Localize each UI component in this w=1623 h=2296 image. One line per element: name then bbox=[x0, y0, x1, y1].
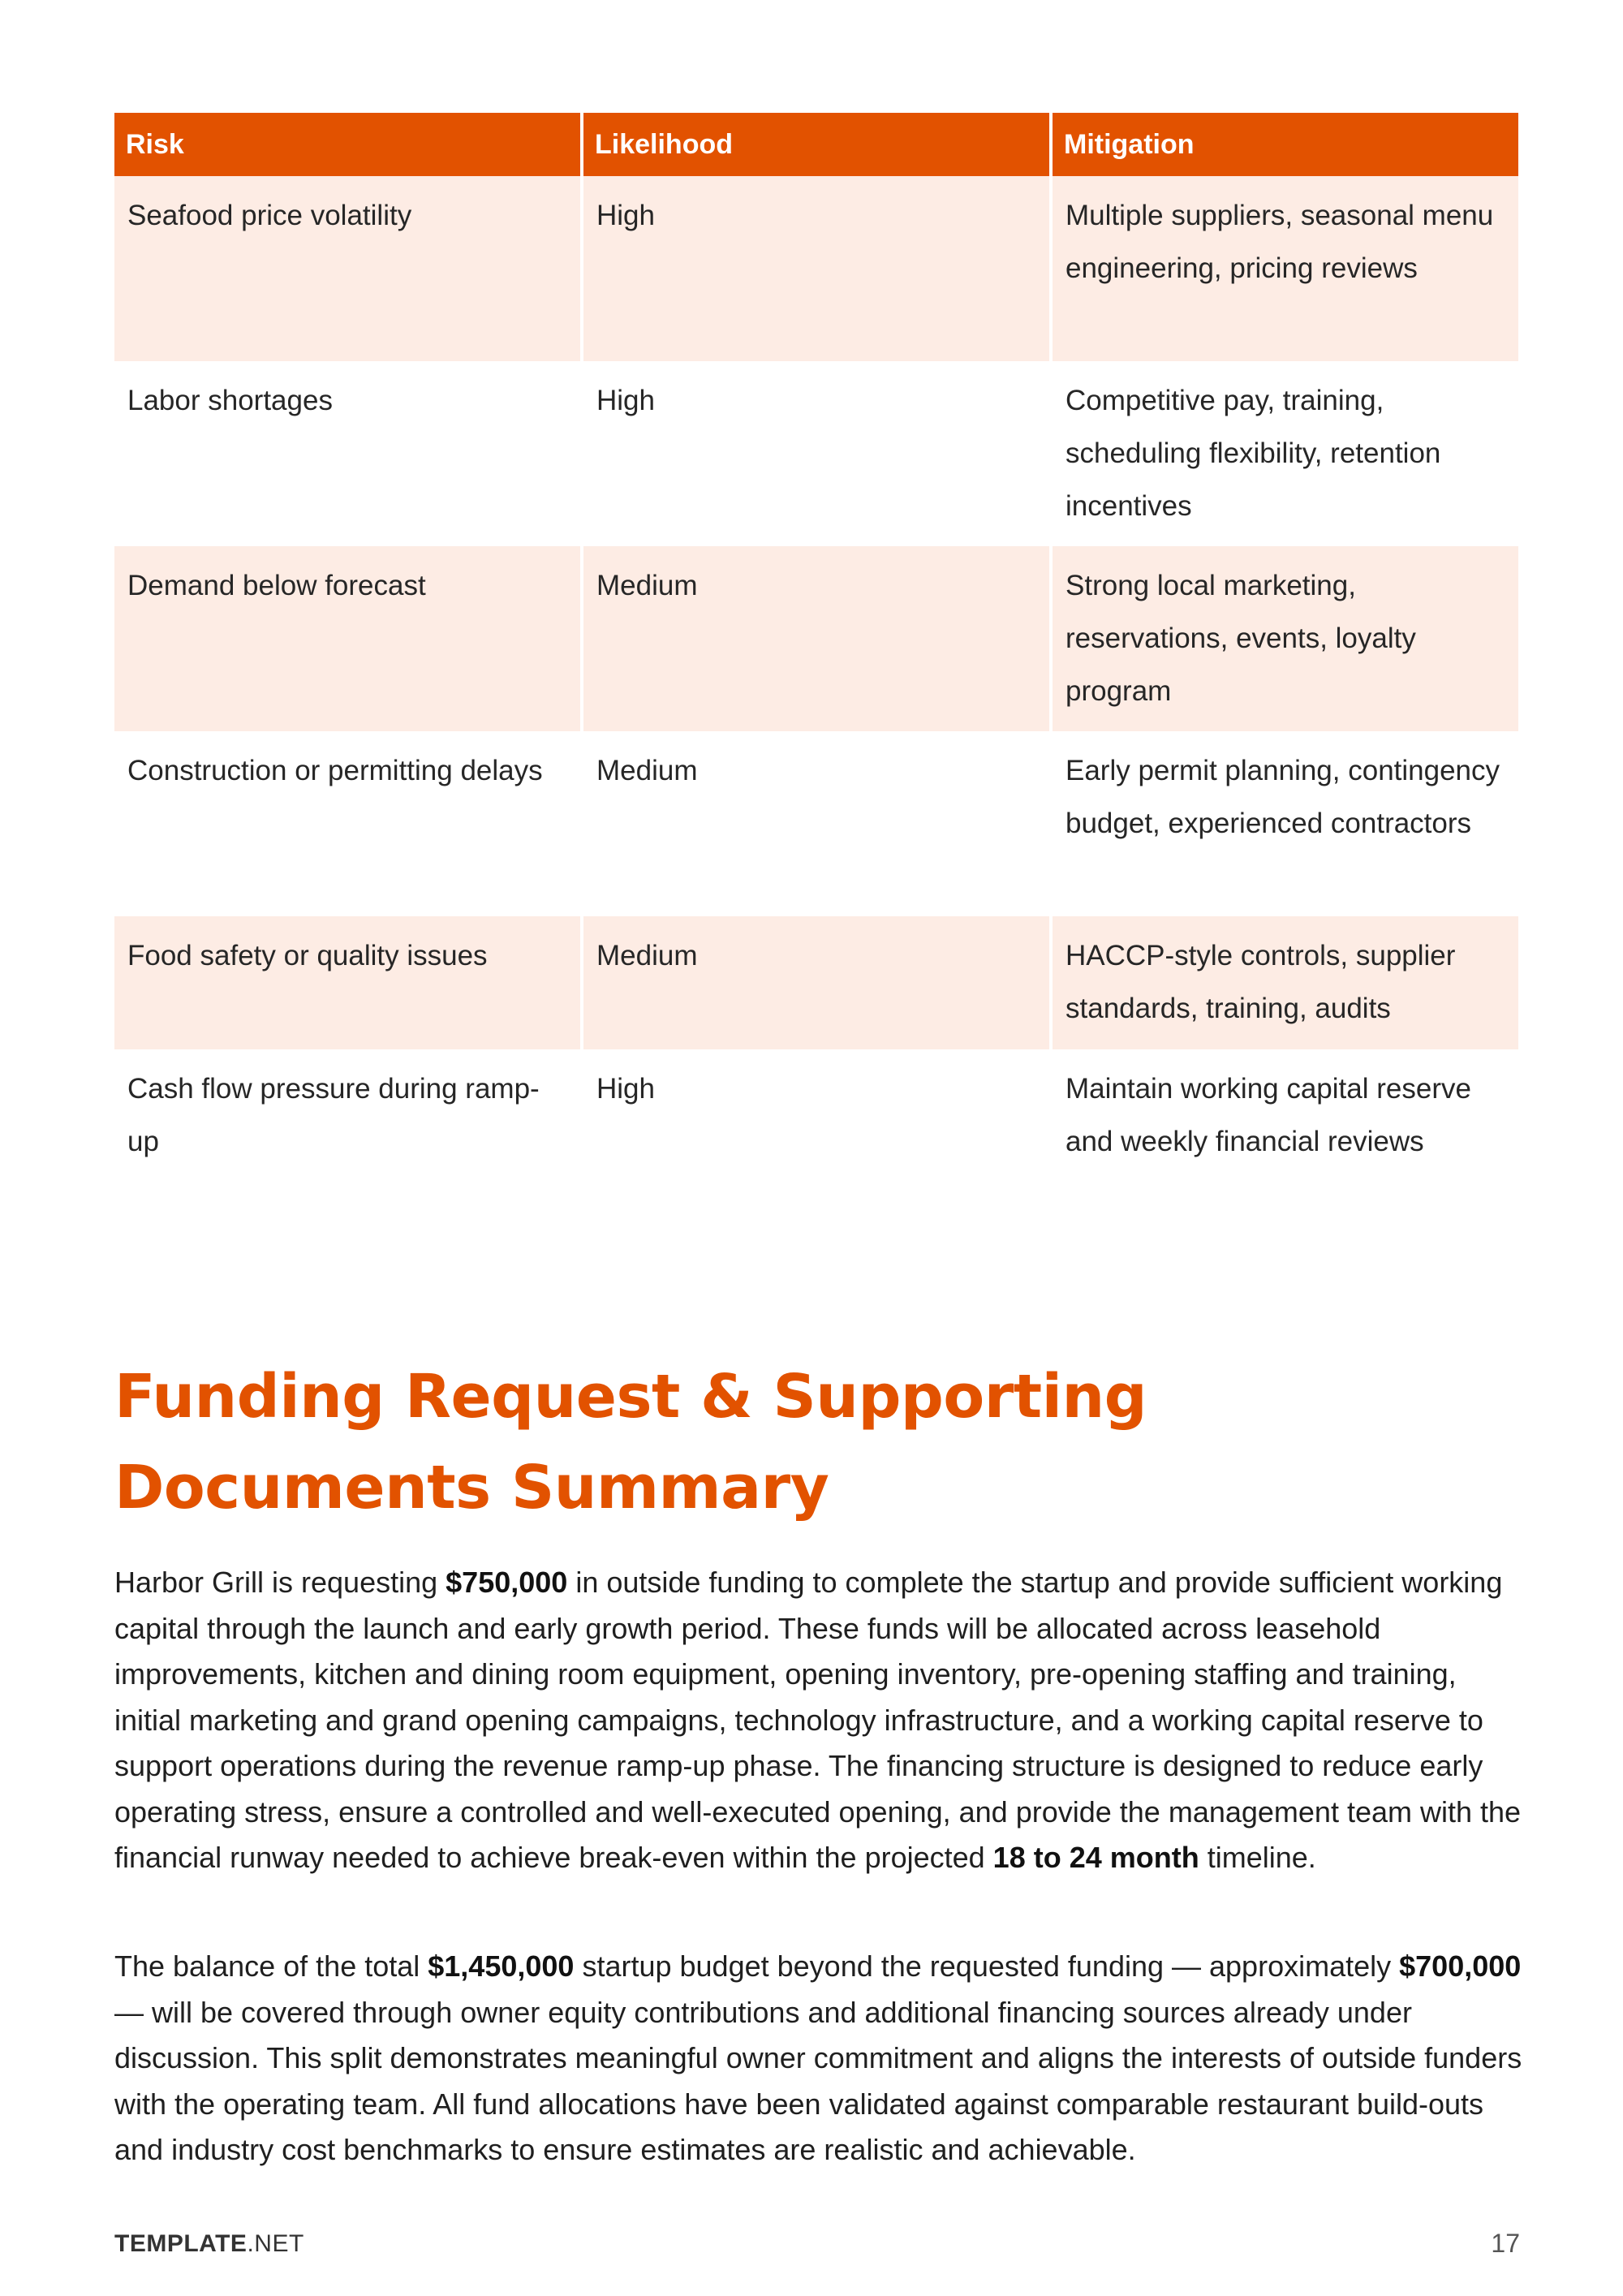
risk-table bbox=[111, 113, 1522, 1234]
cell-mitigation: Early permit planning, contingency budget, experienced contractors bbox=[1053, 731, 1518, 916]
bold-total: $1,450,000 bbox=[428, 1949, 575, 1983]
cell-mitigation: Maintain working capital reserve and weekly financial reviews bbox=[1053, 1049, 1518, 1234]
header-likelihood: Likelihood bbox=[583, 113, 1049, 176]
brand-rest: .NET bbox=[247, 2230, 304, 2257]
cell-risk: Cash flow pressure during ramp-up bbox=[114, 1049, 580, 1234]
cell-risk: Labor shortages bbox=[114, 361, 580, 546]
bold-balance: $700,000 bbox=[1399, 1949, 1522, 1983]
brand-bold: TEMPLATE bbox=[114, 2230, 248, 2257]
table-row bbox=[114, 176, 1518, 361]
table-row bbox=[114, 546, 1518, 731]
table-row bbox=[114, 361, 1518, 546]
footer-brand-logo bbox=[114, 2230, 304, 2258]
cell-mitigation: Multiple suppliers, seasonal menu engineering, pricing reviews bbox=[1053, 176, 1518, 361]
header-mitigation: Mitigation bbox=[1053, 113, 1518, 176]
cell-risk: Food safety or quality issues bbox=[114, 916, 580, 1049]
cell-likelihood: High bbox=[583, 361, 1049, 546]
bold-amount: $750,000 bbox=[446, 1566, 568, 1599]
cell-risk: Construction or permitting delays bbox=[114, 731, 580, 916]
cell-risk: Demand below forecast bbox=[114, 546, 580, 731]
cell-mitigation: Strong local marketing, reservations, events, loyalty program bbox=[1053, 546, 1518, 731]
table-row bbox=[114, 916, 1518, 1049]
table-header-row bbox=[114, 113, 1518, 176]
table-row bbox=[114, 1049, 1518, 1234]
text-run: timeline. bbox=[1199, 1841, 1316, 1874]
cell-likelihood: Medium bbox=[583, 916, 1049, 1049]
cell-likelihood: Medium bbox=[583, 546, 1049, 731]
table-row bbox=[114, 731, 1518, 916]
section-title: Funding Request & Supporting Documents Summary bbox=[114, 1362, 1147, 1523]
funding-paragraph-1 bbox=[114, 1560, 1526, 1881]
text-run: in outside funding to complete the startup and provide sufficient working capital through the launch and early growth period. These funds will be allocated across leasehold improvements, kitchen and dining room equipment, opening inventory, pre-opening staffing and training, initial marketing and grand opening campaigns, technology infrastructure, and a working capital reserve to support operations during the revenue ramp-up phase. The financing structure is designed to reduce early operating stress, ensure a controlled and well-executed opening, and provide the management team with the financial runway needed to achieve break-even within the projected bbox=[114, 1566, 1522, 1874]
text-run: — will be covered through owner equity contributions and additional financing sources already under discussion. This split demonstrates meaningful owner commitment and aligns the interests of outside funders with the operating team. All fund allocations have been validated against comparable restaurant build-outs and industry cost benchmarks to ensure estimates are realistic and achievable. bbox=[114, 1995, 1522, 2166]
cell-mitigation: HACCP-style controls, supplier standards, training, audits bbox=[1053, 916, 1518, 1049]
cell-mitigation: Competitive pay, training, scheduling flexibility, retention incentives bbox=[1053, 361, 1518, 546]
cell-risk: Seafood price volatility bbox=[114, 176, 580, 361]
text-run: Harbor Grill is requesting bbox=[114, 1566, 446, 1599]
funding-paragraph-2 bbox=[114, 1944, 1526, 2173]
text-run: startup budget beyond the requested funding — approximately bbox=[574, 1949, 1400, 1983]
cell-likelihood: High bbox=[583, 1049, 1049, 1234]
header-risk: Risk bbox=[114, 113, 580, 176]
page-number: 17 bbox=[1491, 2229, 1520, 2258]
text-run: The balance of the total bbox=[114, 1949, 428, 1983]
cell-likelihood: High bbox=[583, 176, 1049, 361]
cell-likelihood: Medium bbox=[583, 731, 1049, 916]
bold-timeline: 18 to 24 month bbox=[992, 1841, 1199, 1874]
